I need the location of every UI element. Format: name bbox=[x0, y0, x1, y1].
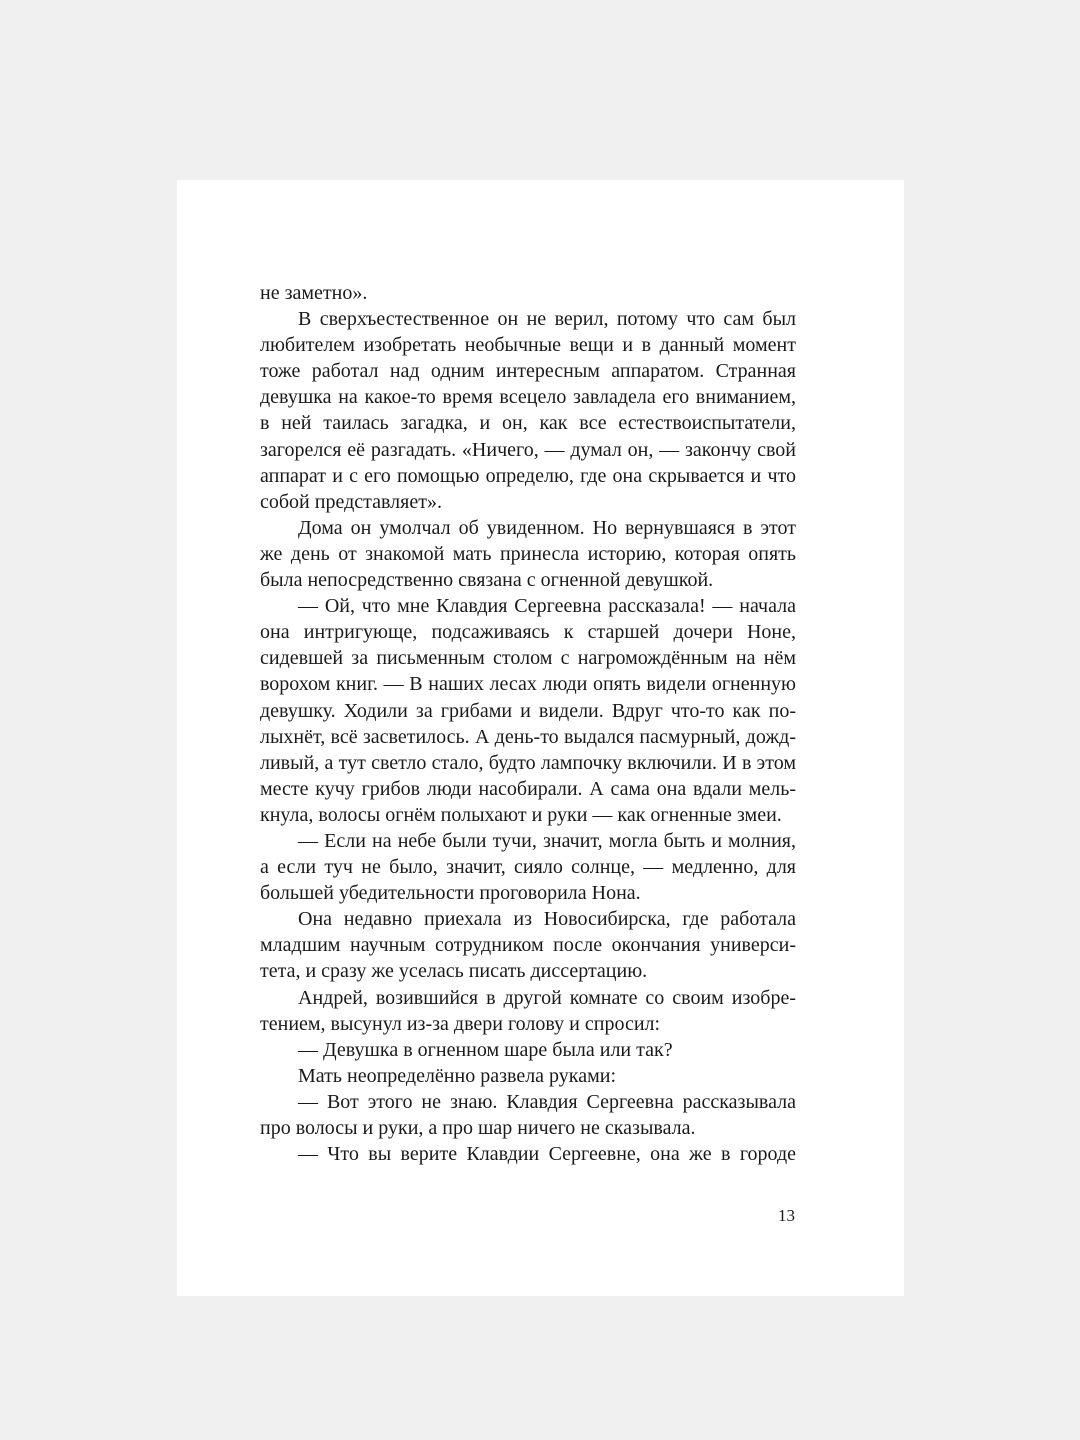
paragraph-9: Мать неопределённо развела руками: bbox=[298, 1064, 616, 1087]
paragraph-6: Она недавно приехала из Новосибирска, где работала младшим научным сотрудником после окончания университета, и сразу же уселась писать диссертацию. bbox=[260, 908, 796, 983]
paragraph-2: В сверхъестественное он не верил, потому что сам был любителем изобретать необычные вещи и в данный момент тоже работал над одним интересным аппаратом. Странная девушка на какое-то время всецело завладела его вниманием, в ней таилась загадка, и он, как все естествоиспытатели, загорелся её разгадать. «Ничего, — думал он, — закончу свой аппарат и с его помощью определю, где она скрывается и что собой представляет». bbox=[260, 308, 796, 513]
paragraph-1: не заметно». bbox=[260, 282, 368, 304]
paragraph-10: — Вот этого не знаю. Клавдия Сергеевна рассказывала про волосы и руки, а про шар ничего не сказывала. bbox=[260, 1090, 796, 1139]
page-text bbox=[260, 280, 796, 1167]
book-page bbox=[177, 180, 904, 1296]
paragraph-8: — Девушка в огненном шаре была или так? bbox=[298, 1038, 673, 1061]
paragraph-5: — Если на небе были тучи, значит, могла быть и молния, а если туч не было, значит, сияло солнце, — медленно, для большей убедительности проговорила Нона. bbox=[260, 829, 796, 905]
paragraph-4: — Ой, что мне Клавдия Сергеевна рассказала! — начала она интригующе, подсаживаясь к старшей дочери Ноне, сидевшей за письменным столом с нагромождённым на нём ворохом книг. — В наших лесах люди опять видели огненную девушку. Ходили за грибами и видели. Вдруг что-то как полыхнёт, всё засветилось. А день-то выдался пасмурный, дождливый, а тут светло стало, будто лампочку включили. И в этом месте кучу грибов люди насобирали. А сама она вдали мелькнула, волосы огнём полыхают и руки — как огненные змеи. bbox=[260, 595, 796, 826]
page-number: 13 bbox=[778, 1206, 795, 1225]
paragraph-11: — Что вы верите Клавдии Сергеевне, она же в городе bbox=[298, 1143, 796, 1166]
paragraph-7: Андрей, возившийся в другой комнате со своим изобретением, высунул из-за двери голову и спросил: bbox=[260, 986, 796, 1035]
paragraph-3: Дома он умолчал об увиденном. Но вернувшаяся в этот же день от знакомой мать принесла историю, которая опять была непосредственно связана с огненной девушкой. bbox=[260, 516, 796, 592]
